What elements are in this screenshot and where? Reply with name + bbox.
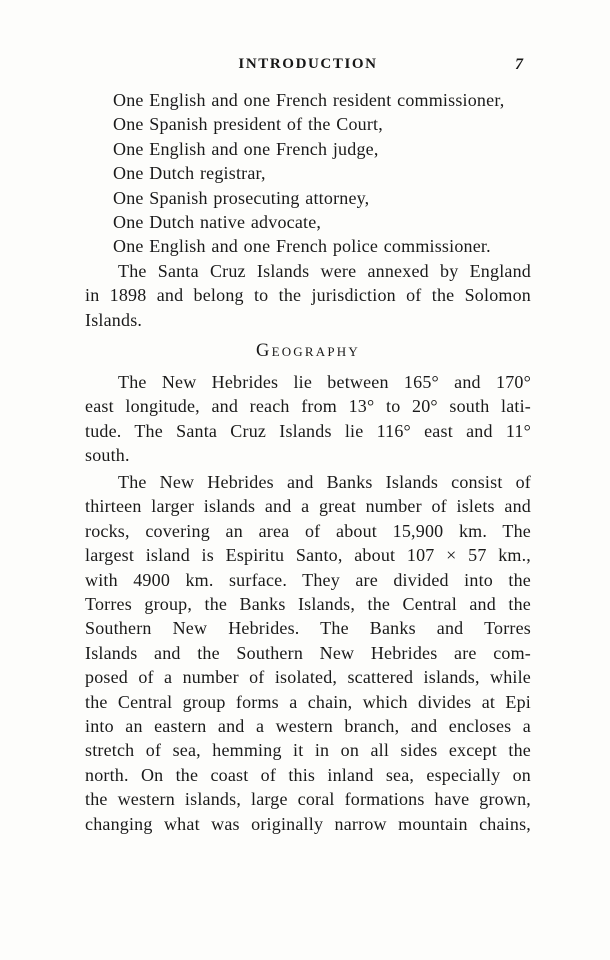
paragraph-line: largest island is Espiritu Santo, about 107 × 57 km., <box>85 545 531 566</box>
paragraph-line: north. On the coast of this inland sea, especially on <box>85 764 531 785</box>
paragraph-location <box>85 370 531 468</box>
list-item: One Spanish president of the Court, <box>113 114 383 135</box>
paragraph-line: in 1898 and belong to the jurisdiction of the Solomon <box>85 285 531 306</box>
paragraph-line: tude. The Santa Cruz Islands lie 116° east and 11° <box>85 420 531 441</box>
paragraph-line: east longitude, and reach from 13° to 20° south lati- <box>85 396 531 417</box>
paragraph-line: Islands and the Southern New Hebrides are com- <box>85 642 531 663</box>
list-item: One Dutch registrar, <box>113 163 266 184</box>
paragraph-line: rocks, covering an area of about 15,900 km. The <box>85 520 531 541</box>
paragraph-line: Southern New Hebrides. The Banks and Torres <box>85 618 531 639</box>
paragraph-line: stretch of sea, hemming it in on all sides except the <box>85 740 531 761</box>
paragraph-line: The New Hebrides and Banks Islands consist of <box>118 472 531 492</box>
page-header <box>85 55 531 79</box>
paragraph-line: posed of a number of isolated, scattered islands, while <box>85 667 531 688</box>
paragraph-line: south. <box>85 445 130 466</box>
list-item: One English and one French police commissioner. <box>113 236 491 257</box>
paragraph-line: the western islands, large coral formations have grown, <box>85 789 531 810</box>
list-item: One English and one French resident commissioner, <box>113 90 505 110</box>
commissioner-list <box>113 88 531 259</box>
paragraph-line: Torres group, the Banks Islands, the Central and the <box>85 594 531 615</box>
paragraph-islands-description <box>85 470 531 836</box>
paragraph-line: The Santa Cruz Islands were annexed by England <box>118 261 531 281</box>
paragraph-line: thirteen larger islands and a great number of islets and <box>85 496 531 517</box>
paragraph-line: changing what was originally narrow mountain chains, <box>85 813 531 834</box>
running-head-title: INTRODUCTION <box>238 56 378 72</box>
paragraph-line: The New Hebrides lie between 165° and 170° <box>118 372 531 392</box>
paragraph-line: into an eastern and a western branch, and encloses a <box>85 716 531 737</box>
list-item: One English and one French judge, <box>113 138 379 159</box>
list-item: One Dutch native advocate, <box>113 212 322 233</box>
section-heading-geography: Geography <box>256 341 360 361</box>
paragraph-line: Islands. <box>85 309 143 330</box>
list-item: One Spanish prosecuting attorney, <box>113 187 370 208</box>
paragraph-annexation <box>85 259 531 332</box>
page-number: 7 <box>515 56 523 73</box>
paragraph-line: with 4900 km. surface. They are divided into the <box>85 569 531 590</box>
paragraph-line: the Central group forms a chain, which divides at Epi <box>85 691 531 712</box>
